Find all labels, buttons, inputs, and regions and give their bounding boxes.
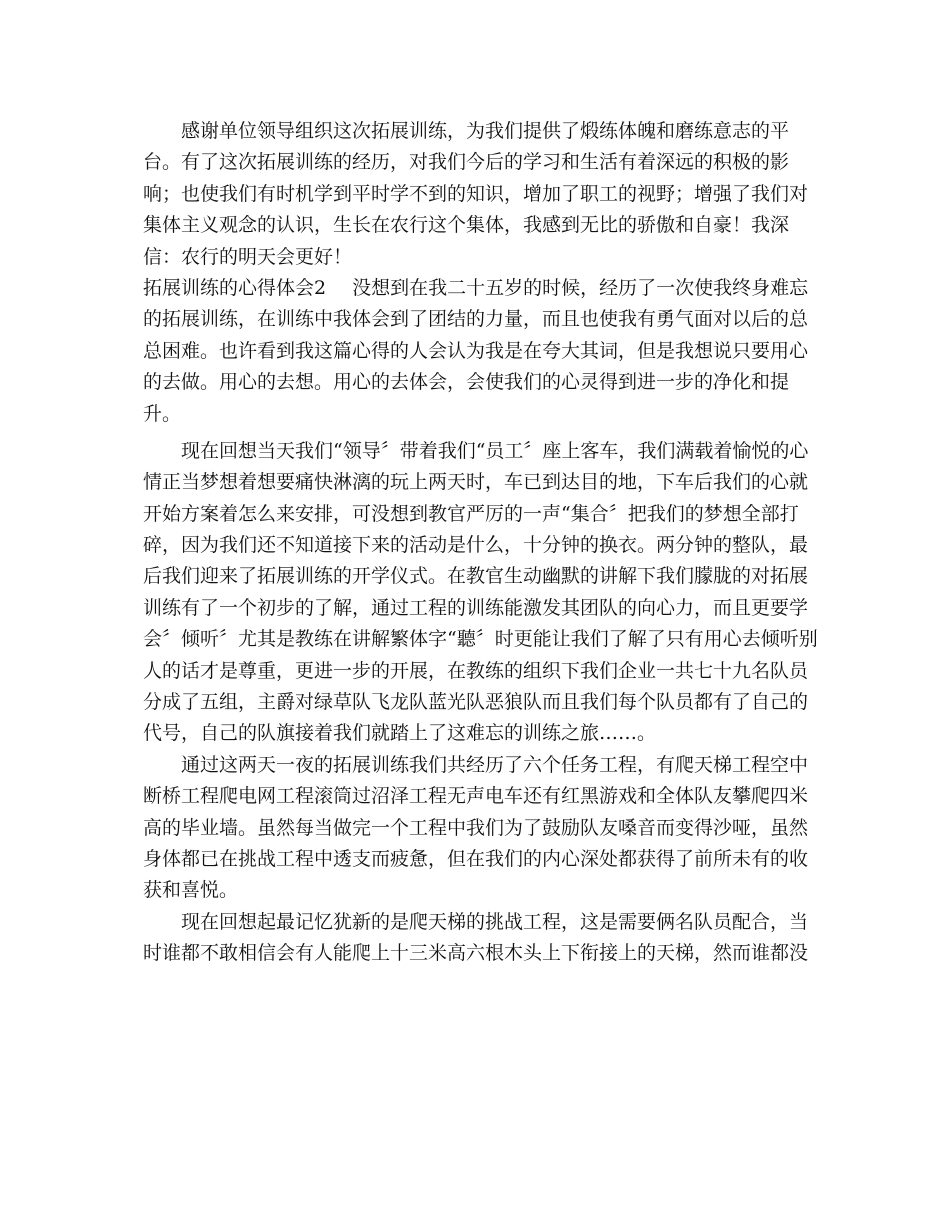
- paragraph-line: 获和喜悦。: [143, 879, 239, 902]
- section-heading: 拓展训练的心得体会2: [143, 276, 327, 299]
- paragraph-line: 开始方案着怎么来安排，可没想到教官严厉的一声“集合〞把我们的梦想全部打: [143, 502, 799, 525]
- paragraph-line: 身体都已在挑战工程中透支而疲惫，但在我们的内心深处都获得了前所未有的收: [143, 847, 809, 870]
- paragraph-line: 代号，自己的队旗接着我们就踏上了这难忘的训练之旅……。: [143, 722, 657, 745]
- paragraph-line: 后我们迎来了拓展训练的开学仪式。在教官生动幽默的讲解下我们朦胧的对拓展: [143, 565, 809, 588]
- paragraph-line: 感谢单位领导组织这次拓展训练，为我们提供了煅练体魄和磨练意志的平: [181, 120, 790, 142]
- paragraph-line: 信：农行的明天会更好！: [143, 245, 353, 268]
- paragraph-line: 的去做。用心的去想。用心的去体会，会使我们的心灵得到进一步的净化和提: [143, 371, 790, 394]
- paragraph-line: 高的毕业墙。虽然每当做完一个工程中我们为了鼓励队友嗓音而变得沙哑，虽然: [143, 816, 809, 839]
- paragraph-line: 分成了五组，主爵对绿草队飞龙队蓝光队恶狼队而且我们每个队员都有了自己的: [143, 691, 809, 714]
- paragraph-line: 总困难。也许看到我这篇心得的人会认为我是在夸大其词，但是我想说只要用心: [143, 339, 809, 362]
- section-heading-line: [143, 273, 813, 304]
- paragraph-line: 现在回想当天我们“领导〞带着我们“员工〞座上客车，我们满载着愉悦的心: [181, 439, 809, 462]
- paragraph-line: 会〞倾听〞尤其是教练在讲解繁体字“聽〞时更能让我们了解了只有用心去倾听别: [143, 628, 818, 651]
- document-body: [143, 116, 818, 970]
- paragraph-line: 升。: [143, 402, 182, 425]
- paragraph-line: 人的话才是尊重，更进一步的开展，在教练的组织下我们企业一共七十九名队员: [143, 659, 809, 682]
- paragraph-line: 的拓展训练，在训练中我体会到了团结的力量，而且也使我有勇气面对以后的总: [143, 308, 809, 331]
- paragraph-text: 没想到在我二十五岁的时候，经历了一次使我终身难忘: [352, 276, 809, 299]
- paragraph-line: 响；也使我们有时机学到平时学不到的知识，增加了职工的视野；增强了我们对: [143, 182, 809, 205]
- paragraph-line: 情正当梦想着想要痛快淋漓的玩上两天时，车已到达目的地，下车后我们的心就: [143, 471, 809, 494]
- paragraph-line: 断桥工程爬电网工程滚筒过沼泽工程无声电车还有红黑游戏和全体队友攀爬四米: [143, 785, 809, 808]
- paragraph-line: 现在回想起最记忆犹新的是爬天梯的挑战工程，这是需要俩名队员配合，当: [181, 910, 809, 933]
- paragraph-line: 通过这两天一夜的拓展训练我们共经历了六个任务工程，有爬天梯工程空中: [181, 753, 809, 776]
- paragraph-line: 训练有了一个初步的了解，通过工程的训练能激发其团队的向心力，而且更要学: [143, 596, 809, 619]
- paragraph-line: 集体主义观念的认识，生长在农行这个集体，我感到无比的骄傲和自豪！我深: [143, 214, 790, 237]
- paragraph-line: 台。有了这次拓展训练的经历，对我们今后的学习和生活有着深远的积极的影: [143, 151, 790, 174]
- paragraph-line: 时谁都不敢相信会有人能爬上十三米高六根木头上下衔接上的天梯，然而谁都没: [143, 942, 809, 965]
- paragraph-line: 碎，因为我们还不知道接下来的活动是什么，十分钟的换衣。两分钟的整队，最: [143, 534, 809, 557]
